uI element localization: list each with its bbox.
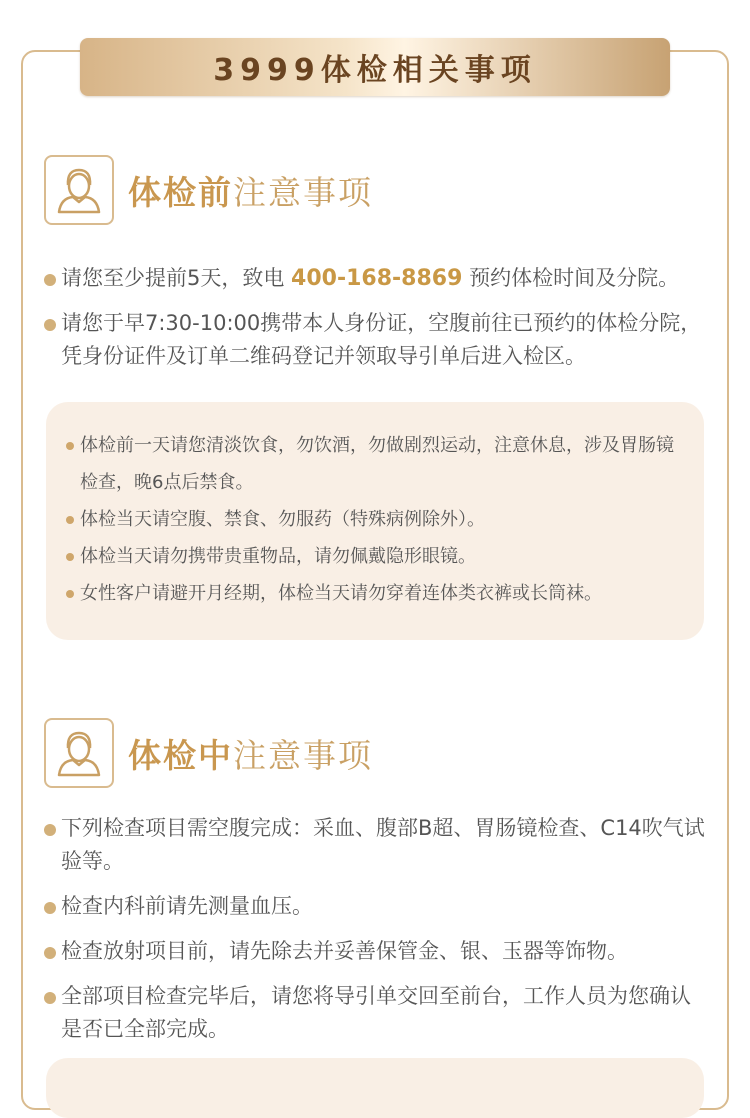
section-title-during — [128, 730, 373, 777]
card-item — [66, 575, 686, 612]
bullet-dot — [44, 902, 56, 914]
item-text: 检查放射项目前，请先除去并妥善保管金、银、玉器等饰物。 — [61, 939, 628, 963]
card-item — [66, 501, 686, 538]
list-item — [44, 890, 709, 923]
item-text: 全部项目检查完毕后，请您将导引单交回至前台，工作人员为您确认是否已全部完成。 — [61, 984, 691, 1041]
bullet-dot — [66, 442, 74, 450]
bullet-dot — [44, 992, 56, 1004]
section-title-bold: 体检中 — [128, 735, 233, 775]
bullet-dot — [44, 947, 56, 959]
section-header-before — [44, 155, 373, 225]
item-text: 下列检查项目需空腹完成：采血、腹部B超、胃肠镜检查、C14吹气试验等。 — [61, 816, 705, 873]
card-item-text: 体检前一天请您清淡饮食，勿饮酒，勿做剧烈运动，注意休息，涉及胃肠镜检查，晚6点后禁食。 — [80, 435, 674, 493]
header-banner — [80, 38, 670, 96]
bullet-dot — [44, 274, 56, 286]
phone-number[interactable]: 400-168-8869 — [291, 266, 463, 291]
item-text: 请您至少提前5天，致电 — [61, 266, 292, 290]
notice-card-before — [46, 402, 704, 640]
bullet-dot — [44, 319, 56, 331]
section-title-rest: 注意事项 — [233, 172, 373, 212]
section-header-during — [44, 718, 373, 788]
card-item — [66, 538, 686, 575]
during-list — [44, 812, 709, 1058]
section-title-bold: 体检前 — [128, 172, 233, 212]
person-icon — [44, 155, 114, 225]
card-item-text: 体检当天请空腹、禁食、勿服药（特殊病例除外）。 — [80, 509, 485, 530]
bullet-dot — [66, 553, 74, 561]
item-text: 检查内科前请先测量血压。 — [61, 894, 313, 918]
section-title-rest: 注意事项 — [233, 735, 373, 775]
card-item-text: 女性客户请避开月经期，体检当天请勿穿着连体类衣裤或长筒袜。 — [80, 583, 602, 604]
before-list — [44, 262, 709, 385]
section-title-before — [128, 167, 373, 214]
card-item-text: 体检当天请勿携带贵重物品，请勿佩戴隐形眼镜。 — [80, 546, 476, 567]
list-item — [44, 262, 709, 295]
bullet-dot — [44, 824, 56, 836]
list-item — [44, 307, 709, 373]
bullet-dot — [66, 516, 74, 524]
banner-title: 3999体检相关事项 — [213, 53, 537, 88]
item-text: 预约体检时间及分院。 — [462, 266, 680, 290]
list-item — [44, 980, 709, 1046]
list-item — [44, 935, 709, 968]
notice-card-during — [46, 1058, 704, 1118]
list-item — [44, 812, 709, 878]
item-text: 请您于早7:30-10:00携带本人身份证，空腹前往已预约的体检分院，凭身份证件及订单二维码登记并领取导引单后进入检区。 — [61, 311, 702, 368]
card-item — [66, 427, 686, 501]
person-icon — [44, 718, 114, 788]
bullet-dot — [66, 590, 74, 598]
